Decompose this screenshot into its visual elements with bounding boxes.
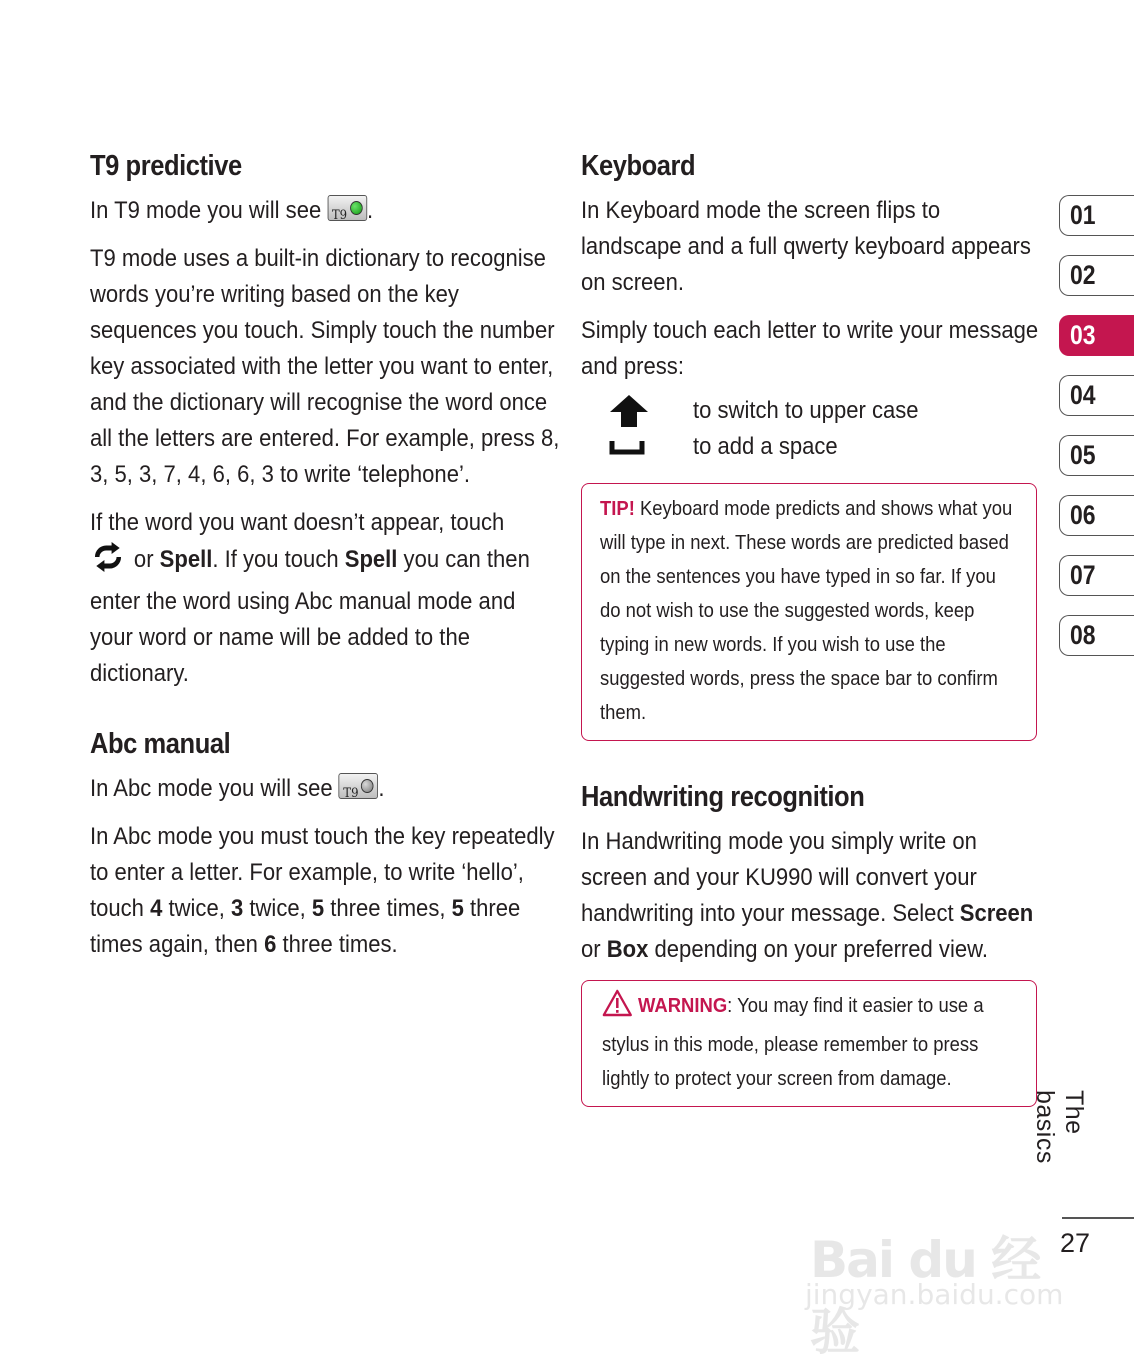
abc-paragraph bbox=[90, 819, 560, 963]
tab-07[interactable] bbox=[1059, 555, 1134, 596]
abc-intro-text: In Abc mode you will see bbox=[90, 775, 339, 802]
section-label: The basics bbox=[1031, 1090, 1088, 1164]
t9-intro-text: In T9 mode you will see bbox=[90, 197, 328, 224]
warning-body: : You may find it easier to use a stylus in this mode, please remember to press lightly to protect your screen from damage. bbox=[602, 994, 984, 1090]
upper-case-row bbox=[581, 393, 1041, 429]
shift-arrow-icon bbox=[581, 394, 693, 428]
abc-heading: Abc manual bbox=[90, 728, 231, 760]
t9-intro bbox=[90, 193, 560, 229]
handwriting-heading: Handwriting recognition bbox=[581, 781, 865, 813]
hw-para-b: depending on your preferred view. bbox=[648, 936, 988, 963]
left-column bbox=[90, 150, 560, 963]
abc-badge-text: T9 bbox=[343, 786, 359, 801]
box-option: Box bbox=[606, 936, 649, 963]
right-column bbox=[581, 150, 1041, 1107]
warning-text bbox=[602, 989, 1021, 1096]
abc-t2: twice, bbox=[243, 895, 312, 922]
tip-label: TIP! bbox=[600, 497, 635, 520]
spell-intro: If the word you want doesn’t appear, touch bbox=[90, 509, 505, 536]
space-row bbox=[581, 429, 1041, 465]
key-4: 4 bbox=[150, 895, 163, 922]
spell-key-1: Spell bbox=[159, 546, 213, 573]
green-dot-icon bbox=[350, 201, 363, 215]
key-5b: 5 bbox=[451, 895, 464, 922]
spell-post: you can then enter the word using Abc manual mode and your word or name will be added to the dictionary. bbox=[90, 546, 530, 687]
key-legend bbox=[581, 393, 1041, 465]
tab-04[interactable] bbox=[1059, 375, 1134, 416]
abc-mode-icon bbox=[339, 773, 379, 799]
t9-badge-text: T9 bbox=[331, 208, 348, 223]
tab-06-label: 06 bbox=[1070, 500, 1096, 530]
keyboard-paragraph-1: In Keyboard mode the screen flips to landscape and a full qwerty keyboard appears on screen. bbox=[581, 197, 1031, 296]
warning-label: WARNING bbox=[638, 994, 728, 1017]
t9-heading: T9 predictive bbox=[90, 150, 242, 182]
spell-mid: . If you touch bbox=[212, 546, 345, 573]
handwriting-paragraph bbox=[581, 824, 1041, 968]
t9-intro-end: . bbox=[366, 197, 374, 224]
refresh-icon bbox=[90, 541, 128, 584]
tab-03[interactable] bbox=[1059, 315, 1134, 356]
page-number: 27 bbox=[1060, 1228, 1091, 1258]
tab-08-label: 08 bbox=[1070, 620, 1096, 650]
tab-08[interactable] bbox=[1059, 615, 1134, 656]
tab-07-label: 07 bbox=[1070, 560, 1096, 590]
space-bar-icon bbox=[581, 437, 693, 457]
tab-01-label: 01 bbox=[1070, 200, 1096, 230]
abc-intro bbox=[90, 771, 560, 807]
abc-t5: three times. bbox=[276, 931, 398, 958]
chapter-tabs bbox=[1059, 195, 1134, 675]
watermark-main: Bai du 经验 bbox=[810, 1231, 1040, 1361]
page-divider bbox=[1062, 1217, 1134, 1219]
warning-icon bbox=[602, 989, 633, 1028]
baidu-watermark bbox=[800, 1190, 1070, 1361]
spell-paragraph bbox=[90, 505, 560, 692]
key-5a: 5 bbox=[311, 895, 325, 922]
keyboard-paragraph-2: Simply touch each letter to write your message and press: bbox=[581, 317, 1039, 380]
keyboard-heading: Keyboard bbox=[581, 150, 696, 182]
watermark-sub: jingyan.baidu.com bbox=[805, 1278, 1064, 1311]
tab-05[interactable] bbox=[1059, 435, 1134, 476]
abc-t3: three times, bbox=[324, 895, 452, 922]
warning-box bbox=[581, 980, 1037, 1107]
upper-case-label: to switch to upper case bbox=[693, 397, 919, 424]
abc-para-a: In Abc mode you must touch the key repeatedly to enter a letter. For example, to write ‘hello’, touch bbox=[90, 823, 555, 922]
tab-01[interactable] bbox=[1059, 195, 1134, 236]
abc-t4: three times again, then bbox=[90, 895, 521, 958]
tab-02[interactable] bbox=[1059, 255, 1134, 296]
spell-or: or bbox=[127, 546, 160, 573]
tab-03-label: 03 bbox=[1070, 320, 1096, 350]
tab-04-label: 04 bbox=[1070, 380, 1096, 410]
key-3: 3 bbox=[230, 895, 244, 922]
t9-mode-icon bbox=[327, 195, 367, 221]
key-6: 6 bbox=[264, 931, 277, 958]
hw-or: or bbox=[581, 936, 607, 963]
spell-key-2: Spell bbox=[344, 546, 398, 573]
space-label: to add a space bbox=[693, 433, 838, 460]
tab-05-label: 05 bbox=[1070, 440, 1096, 470]
t9-paragraph: T9 mode uses a built-in dictionary to recognise words you’re writing based on the key sequences you touch. Simply touch the number key associated with the letter you want to enter, and the dictionary will recognise the word once all the letters are entered. For example, press 8, 3, 5, 3, 7, 4, 6, 6, 3 to write ‘telephone’. bbox=[90, 245, 560, 488]
tab-02-label: 02 bbox=[1070, 260, 1096, 290]
tab-06[interactable] bbox=[1059, 495, 1134, 536]
gray-dot-icon bbox=[361, 779, 374, 793]
tip-body: Keyboard mode predicts and shows what you will type in next. These words are predicted based on the sentences you have typed in so far. If you do not wish to use the suggested words, keep typing in new words. If you wish to use the suggested words, press the space bar to confirm them. bbox=[600, 497, 1013, 724]
screen-option: Screen bbox=[959, 900, 1034, 927]
tip-text bbox=[600, 492, 1021, 730]
abc-t1: twice, bbox=[162, 895, 231, 922]
tip-box bbox=[581, 483, 1037, 741]
hw-para-a: In Handwriting mode you simply write on screen and your KU990 will convert your handwriting into your message. Select bbox=[581, 828, 977, 927]
abc-intro-end: . bbox=[378, 775, 385, 802]
